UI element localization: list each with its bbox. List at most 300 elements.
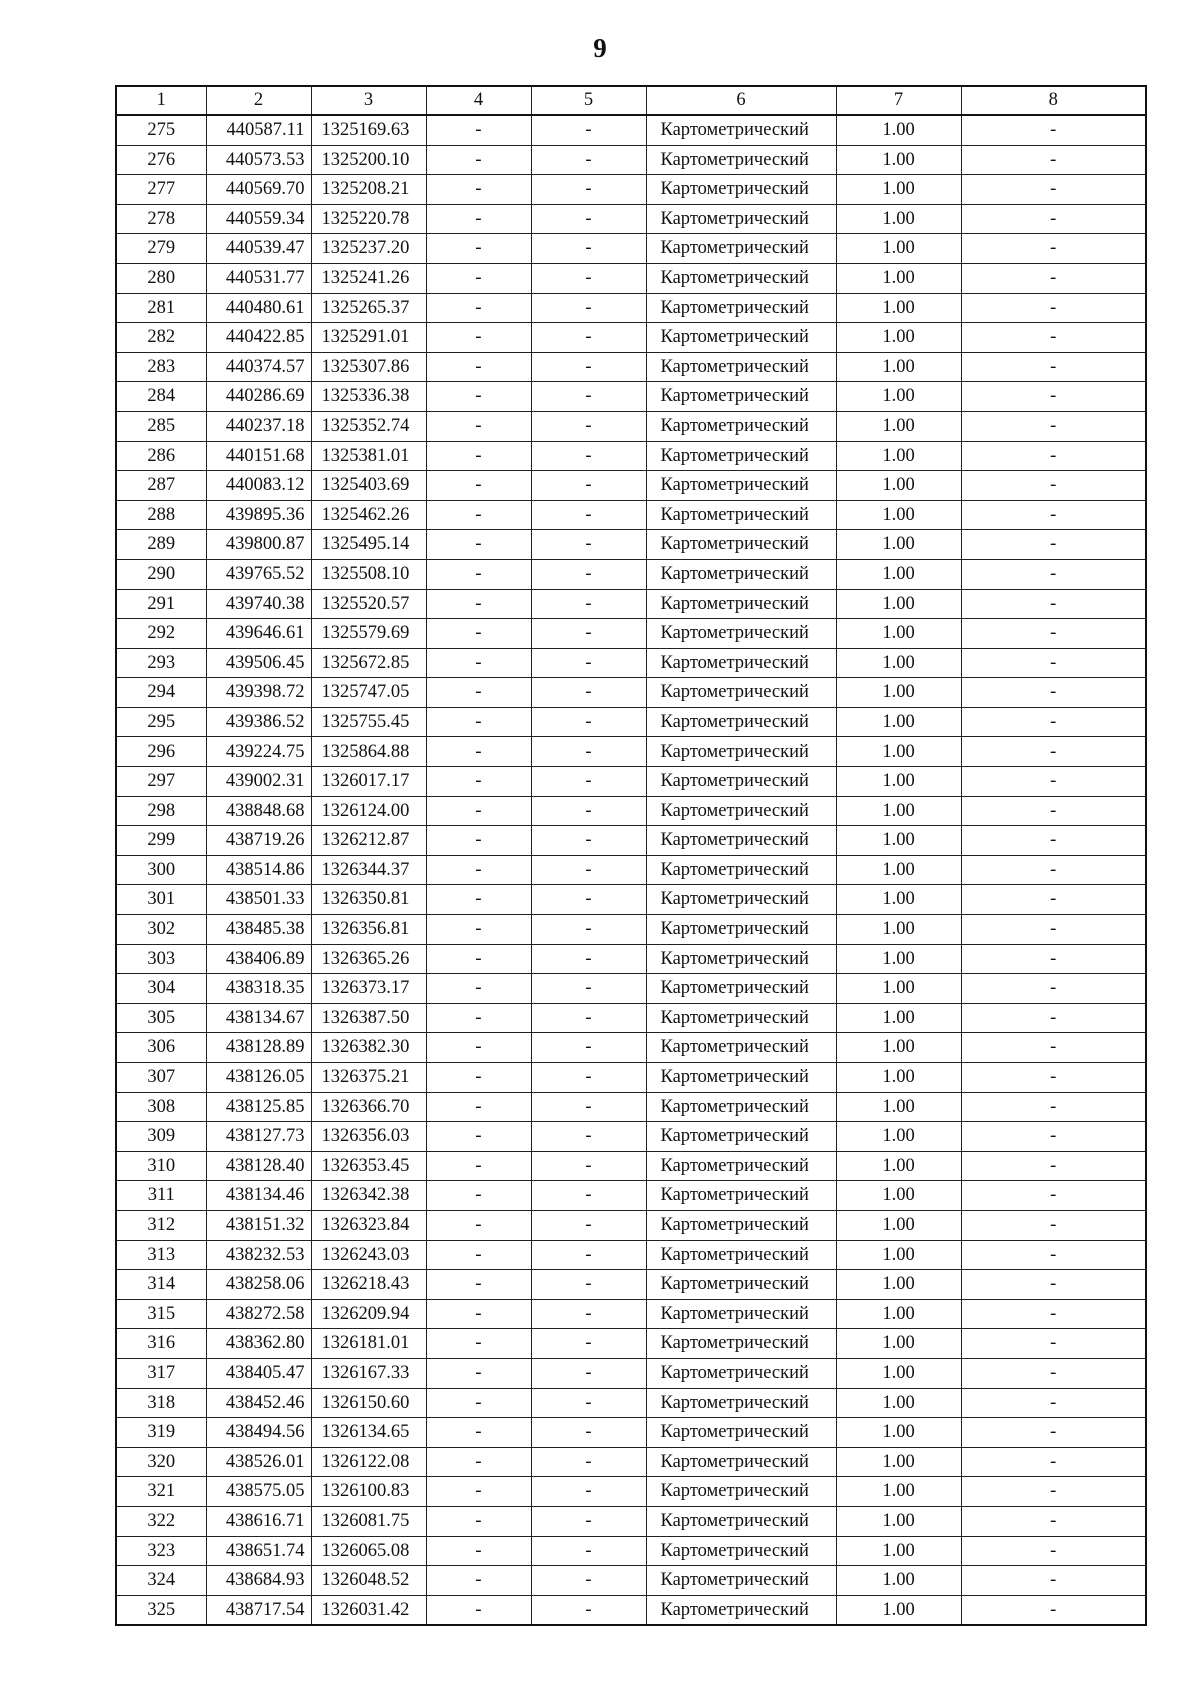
point-number-cell: 283 bbox=[116, 352, 206, 382]
accuracy-cell: 1.00 bbox=[836, 648, 961, 678]
y-coordinate-cell: 1325672.85 bbox=[311, 648, 426, 678]
method-cell: Картометрический bbox=[646, 1092, 836, 1122]
x-coordinate-cell: 439386.52 bbox=[206, 707, 311, 737]
table-row bbox=[116, 263, 1146, 293]
col-4-value-cell: - bbox=[426, 1003, 531, 1033]
x-coordinate-cell: 438514.86 bbox=[206, 855, 311, 885]
point-number-cell: 291 bbox=[116, 589, 206, 619]
col-4-value-cell: - bbox=[426, 1329, 531, 1359]
point-number-cell: 287 bbox=[116, 471, 206, 501]
point-number-cell: 308 bbox=[116, 1092, 206, 1122]
method-cell: Картометрический bbox=[646, 411, 836, 441]
col-5-value-cell: - bbox=[531, 1003, 646, 1033]
col-8-value-cell: - bbox=[961, 293, 1146, 323]
accuracy-cell: 1.00 bbox=[836, 234, 961, 264]
column-header-3: 3 bbox=[311, 86, 426, 115]
y-coordinate-cell: 1325307.86 bbox=[311, 352, 426, 382]
col-5-value-cell: - bbox=[531, 1181, 646, 1211]
col-8-value-cell: - bbox=[961, 944, 1146, 974]
col-5-value-cell: - bbox=[531, 1477, 646, 1507]
col-5-value-cell: - bbox=[531, 1240, 646, 1270]
x-coordinate-cell: 438848.68 bbox=[206, 796, 311, 826]
method-cell: Картометрический bbox=[646, 204, 836, 234]
col-5-value-cell: - bbox=[531, 1358, 646, 1388]
table-row bbox=[116, 1595, 1146, 1625]
method-cell: Картометрический bbox=[646, 1151, 836, 1181]
col-5-value-cell: - bbox=[531, 1063, 646, 1093]
y-coordinate-cell: 1326353.45 bbox=[311, 1151, 426, 1181]
col-8-value-cell: - bbox=[961, 263, 1146, 293]
y-coordinate-cell: 1325265.37 bbox=[311, 293, 426, 323]
method-cell: Картометрический bbox=[646, 471, 836, 501]
x-coordinate-cell: 438575.05 bbox=[206, 1477, 311, 1507]
y-coordinate-cell: 1326344.37 bbox=[311, 855, 426, 885]
accuracy-cell: 1.00 bbox=[836, 1329, 961, 1359]
method-cell: Картометрический bbox=[646, 855, 836, 885]
col-8-value-cell: - bbox=[961, 145, 1146, 175]
col-5-value-cell: - bbox=[531, 915, 646, 945]
y-coordinate-cell: 1325508.10 bbox=[311, 559, 426, 589]
column-header-4: 4 bbox=[426, 86, 531, 115]
y-coordinate-cell: 1325579.69 bbox=[311, 619, 426, 649]
point-number-cell: 293 bbox=[116, 648, 206, 678]
method-cell: Картометрический bbox=[646, 707, 836, 737]
y-coordinate-cell: 1325747.05 bbox=[311, 678, 426, 708]
y-coordinate-cell: 1326323.84 bbox=[311, 1210, 426, 1240]
accuracy-cell: 1.00 bbox=[836, 382, 961, 412]
x-coordinate-cell: 438405.47 bbox=[206, 1358, 311, 1388]
accuracy-cell: 1.00 bbox=[836, 944, 961, 974]
col-8-value-cell: - bbox=[961, 1299, 1146, 1329]
accuracy-cell: 1.00 bbox=[836, 1240, 961, 1270]
point-number-cell: 324 bbox=[116, 1566, 206, 1596]
table-row bbox=[116, 707, 1146, 737]
y-coordinate-cell: 1326081.75 bbox=[311, 1506, 426, 1536]
table-header bbox=[116, 86, 1146, 115]
accuracy-cell: 1.00 bbox=[836, 589, 961, 619]
col-5-value-cell: - bbox=[531, 323, 646, 353]
col-5-value-cell: - bbox=[531, 737, 646, 767]
point-number-cell: 312 bbox=[116, 1210, 206, 1240]
table-row bbox=[116, 1181, 1146, 1211]
col-8-value-cell: - bbox=[961, 1092, 1146, 1122]
x-coordinate-cell: 438526.01 bbox=[206, 1447, 311, 1477]
accuracy-cell: 1.00 bbox=[836, 1122, 961, 1152]
x-coordinate-cell: 439224.75 bbox=[206, 737, 311, 767]
accuracy-cell: 1.00 bbox=[836, 263, 961, 293]
col-8-value-cell: - bbox=[961, 619, 1146, 649]
col-4-value-cell: - bbox=[426, 175, 531, 205]
x-coordinate-cell: 438127.73 bbox=[206, 1122, 311, 1152]
col-4-value-cell: - bbox=[426, 1595, 531, 1625]
col-4-value-cell: - bbox=[426, 648, 531, 678]
y-coordinate-cell: 1326017.17 bbox=[311, 767, 426, 797]
accuracy-cell: 1.00 bbox=[836, 707, 961, 737]
col-8-value-cell: - bbox=[961, 441, 1146, 471]
col-8-value-cell: - bbox=[961, 678, 1146, 708]
accuracy-cell: 1.00 bbox=[836, 1447, 961, 1477]
method-cell: Картометрический bbox=[646, 323, 836, 353]
point-number-cell: 295 bbox=[116, 707, 206, 737]
x-coordinate-cell: 438125.85 bbox=[206, 1092, 311, 1122]
column-header-8: 8 bbox=[961, 86, 1146, 115]
col-4-value-cell: - bbox=[426, 1388, 531, 1418]
y-coordinate-cell: 1326167.33 bbox=[311, 1358, 426, 1388]
point-number-cell: 280 bbox=[116, 263, 206, 293]
table-row bbox=[116, 1063, 1146, 1093]
point-number-cell: 284 bbox=[116, 382, 206, 412]
x-coordinate-cell: 439646.61 bbox=[206, 619, 311, 649]
table-row bbox=[116, 530, 1146, 560]
accuracy-cell: 1.00 bbox=[836, 1566, 961, 1596]
col-8-value-cell: - bbox=[961, 323, 1146, 353]
accuracy-cell: 1.00 bbox=[836, 175, 961, 205]
point-number-cell: 279 bbox=[116, 234, 206, 264]
method-cell: Картометрический bbox=[646, 1388, 836, 1418]
method-cell: Картометрический bbox=[646, 1595, 836, 1625]
accuracy-cell: 1.00 bbox=[836, 530, 961, 560]
col-4-value-cell: - bbox=[426, 678, 531, 708]
accuracy-cell: 1.00 bbox=[836, 737, 961, 767]
accuracy-cell: 1.00 bbox=[836, 559, 961, 589]
method-cell: Картометрический bbox=[646, 1506, 836, 1536]
table-row bbox=[116, 352, 1146, 382]
y-coordinate-cell: 1326373.17 bbox=[311, 974, 426, 1004]
col-5-value-cell: - bbox=[531, 352, 646, 382]
col-4-value-cell: - bbox=[426, 1063, 531, 1093]
x-coordinate-cell: 440237.18 bbox=[206, 411, 311, 441]
col-8-value-cell: - bbox=[961, 1151, 1146, 1181]
accuracy-cell: 1.00 bbox=[836, 1151, 961, 1181]
col-4-value-cell: - bbox=[426, 1536, 531, 1566]
x-coordinate-cell: 438616.71 bbox=[206, 1506, 311, 1536]
x-coordinate-cell: 438134.67 bbox=[206, 1003, 311, 1033]
col-5-value-cell: - bbox=[531, 145, 646, 175]
y-coordinate-cell: 1326150.60 bbox=[311, 1388, 426, 1418]
col-5-value-cell: - bbox=[531, 441, 646, 471]
table-row bbox=[116, 1210, 1146, 1240]
table-row bbox=[116, 1477, 1146, 1507]
table-row bbox=[116, 1566, 1146, 1596]
point-number-cell: 302 bbox=[116, 915, 206, 945]
method-cell: Картометрический bbox=[646, 1299, 836, 1329]
table-row bbox=[116, 1447, 1146, 1477]
col-5-value-cell: - bbox=[531, 1033, 646, 1063]
y-coordinate-cell: 1326375.21 bbox=[311, 1063, 426, 1093]
accuracy-cell: 1.00 bbox=[836, 115, 961, 145]
x-coordinate-cell: 438151.32 bbox=[206, 1210, 311, 1240]
col-4-value-cell: - bbox=[426, 1210, 531, 1240]
table-row bbox=[116, 1418, 1146, 1448]
col-4-value-cell: - bbox=[426, 589, 531, 619]
col-8-value-cell: - bbox=[961, 471, 1146, 501]
col-8-value-cell: - bbox=[961, 1447, 1146, 1477]
col-8-value-cell: - bbox=[961, 1388, 1146, 1418]
accuracy-cell: 1.00 bbox=[836, 974, 961, 1004]
col-4-value-cell: - bbox=[426, 1151, 531, 1181]
x-coordinate-cell: 439800.87 bbox=[206, 530, 311, 560]
method-cell: Картометрический bbox=[646, 737, 836, 767]
col-5-value-cell: - bbox=[531, 1536, 646, 1566]
y-coordinate-cell: 1326342.38 bbox=[311, 1181, 426, 1211]
method-cell: Картометрический bbox=[646, 500, 836, 530]
accuracy-cell: 1.00 bbox=[836, 1181, 961, 1211]
col-8-value-cell: - bbox=[961, 1595, 1146, 1625]
accuracy-cell: 1.00 bbox=[836, 1033, 961, 1063]
accuracy-cell: 1.00 bbox=[836, 855, 961, 885]
col-8-value-cell: - bbox=[961, 1270, 1146, 1300]
col-8-value-cell: - bbox=[961, 530, 1146, 560]
col-8-value-cell: - bbox=[961, 234, 1146, 264]
col-5-value-cell: - bbox=[531, 115, 646, 145]
point-number-cell: 322 bbox=[116, 1506, 206, 1536]
point-number-cell: 310 bbox=[116, 1151, 206, 1181]
accuracy-cell: 1.00 bbox=[836, 1210, 961, 1240]
point-number-cell: 288 bbox=[116, 500, 206, 530]
y-coordinate-cell: 1325864.88 bbox=[311, 737, 426, 767]
x-coordinate-cell: 438128.40 bbox=[206, 1151, 311, 1181]
method-cell: Картометрический bbox=[646, 352, 836, 382]
col-4-value-cell: - bbox=[426, 885, 531, 915]
y-coordinate-cell: 1326387.50 bbox=[311, 1003, 426, 1033]
table-row bbox=[116, 678, 1146, 708]
table-row bbox=[116, 915, 1146, 945]
point-number-cell: 301 bbox=[116, 885, 206, 915]
point-number-cell: 299 bbox=[116, 826, 206, 856]
x-coordinate-cell: 440374.57 bbox=[206, 352, 311, 382]
table-row bbox=[116, 441, 1146, 471]
point-number-cell: 318 bbox=[116, 1388, 206, 1418]
col-4-value-cell: - bbox=[426, 115, 531, 145]
point-number-cell: 278 bbox=[116, 204, 206, 234]
table-row bbox=[116, 1329, 1146, 1359]
accuracy-cell: 1.00 bbox=[836, 1536, 961, 1566]
y-coordinate-cell: 1325169.63 bbox=[311, 115, 426, 145]
y-coordinate-cell: 1326243.03 bbox=[311, 1240, 426, 1270]
table-row bbox=[116, 1033, 1146, 1063]
col-4-value-cell: - bbox=[426, 293, 531, 323]
table-row bbox=[116, 1270, 1146, 1300]
point-number-cell: 323 bbox=[116, 1536, 206, 1566]
table-row bbox=[116, 944, 1146, 974]
col-8-value-cell: - bbox=[961, 1240, 1146, 1270]
table-row bbox=[116, 323, 1146, 353]
y-coordinate-cell: 1326124.00 bbox=[311, 796, 426, 826]
col-8-value-cell: - bbox=[961, 1122, 1146, 1152]
col-5-value-cell: - bbox=[531, 500, 646, 530]
x-coordinate-cell: 440569.70 bbox=[206, 175, 311, 205]
col-5-value-cell: - bbox=[531, 263, 646, 293]
accuracy-cell: 1.00 bbox=[836, 1092, 961, 1122]
y-coordinate-cell: 1326100.83 bbox=[311, 1477, 426, 1507]
point-number-cell: 305 bbox=[116, 1003, 206, 1033]
table-row bbox=[116, 1122, 1146, 1152]
col-8-value-cell: - bbox=[961, 204, 1146, 234]
col-5-value-cell: - bbox=[531, 619, 646, 649]
col-4-value-cell: - bbox=[426, 1299, 531, 1329]
point-number-cell: 325 bbox=[116, 1595, 206, 1625]
accuracy-cell: 1.00 bbox=[836, 1388, 961, 1418]
col-5-value-cell: - bbox=[531, 1566, 646, 1596]
table-row bbox=[116, 204, 1146, 234]
col-8-value-cell: - bbox=[961, 855, 1146, 885]
y-coordinate-cell: 1326382.30 bbox=[311, 1033, 426, 1063]
x-coordinate-cell: 438501.33 bbox=[206, 885, 311, 915]
col-8-value-cell: - bbox=[961, 1033, 1146, 1063]
col-5-value-cell: - bbox=[531, 767, 646, 797]
y-coordinate-cell: 1325520.57 bbox=[311, 589, 426, 619]
col-5-value-cell: - bbox=[531, 974, 646, 1004]
col-8-value-cell: - bbox=[961, 885, 1146, 915]
col-5-value-cell: - bbox=[531, 559, 646, 589]
accuracy-cell: 1.00 bbox=[836, 500, 961, 530]
point-number-cell: 298 bbox=[116, 796, 206, 826]
col-5-value-cell: - bbox=[531, 1595, 646, 1625]
table-row bbox=[116, 471, 1146, 501]
accuracy-cell: 1.00 bbox=[836, 293, 961, 323]
col-4-value-cell: - bbox=[426, 1092, 531, 1122]
col-4-value-cell: - bbox=[426, 1358, 531, 1388]
table-row bbox=[116, 1358, 1146, 1388]
table-row bbox=[116, 885, 1146, 915]
method-cell: Картометрический bbox=[646, 1418, 836, 1448]
method-cell: Картометрический bbox=[646, 1240, 836, 1270]
table-row bbox=[116, 145, 1146, 175]
table-row bbox=[116, 767, 1146, 797]
col-5-value-cell: - bbox=[531, 678, 646, 708]
col-4-value-cell: - bbox=[426, 1270, 531, 1300]
table-row bbox=[116, 589, 1146, 619]
accuracy-cell: 1.00 bbox=[836, 471, 961, 501]
col-8-value-cell: - bbox=[961, 915, 1146, 945]
method-cell: Картометрический bbox=[646, 619, 836, 649]
col-4-value-cell: - bbox=[426, 1477, 531, 1507]
table-row bbox=[116, 1151, 1146, 1181]
method-cell: Картометрический bbox=[646, 559, 836, 589]
method-cell: Картометрический bbox=[646, 1329, 836, 1359]
col-4-value-cell: - bbox=[426, 323, 531, 353]
method-cell: Картометрический bbox=[646, 145, 836, 175]
col-5-value-cell: - bbox=[531, 1506, 646, 1536]
accuracy-cell: 1.00 bbox=[836, 796, 961, 826]
col-4-value-cell: - bbox=[426, 411, 531, 441]
col-8-value-cell: - bbox=[961, 826, 1146, 856]
col-5-value-cell: - bbox=[531, 944, 646, 974]
col-4-value-cell: - bbox=[426, 530, 531, 560]
col-5-value-cell: - bbox=[531, 530, 646, 560]
col-4-value-cell: - bbox=[426, 915, 531, 945]
col-4-value-cell: - bbox=[426, 855, 531, 885]
col-4-value-cell: - bbox=[426, 559, 531, 589]
y-coordinate-cell: 1326356.03 bbox=[311, 1122, 426, 1152]
col-5-value-cell: - bbox=[531, 796, 646, 826]
col-4-value-cell: - bbox=[426, 145, 531, 175]
y-coordinate-cell: 1325462.26 bbox=[311, 500, 426, 530]
x-coordinate-cell: 438406.89 bbox=[206, 944, 311, 974]
col-4-value-cell: - bbox=[426, 737, 531, 767]
table-row bbox=[116, 1240, 1146, 1270]
col-5-value-cell: - bbox=[531, 1299, 646, 1329]
point-number-cell: 281 bbox=[116, 293, 206, 323]
x-coordinate-cell: 438719.26 bbox=[206, 826, 311, 856]
accuracy-cell: 1.00 bbox=[836, 915, 961, 945]
col-5-value-cell: - bbox=[531, 855, 646, 885]
col-4-value-cell: - bbox=[426, 263, 531, 293]
col-4-value-cell: - bbox=[426, 382, 531, 412]
method-cell: Картометрический bbox=[646, 1358, 836, 1388]
table-row bbox=[116, 234, 1146, 264]
method-cell: Картометрический bbox=[646, 1063, 836, 1093]
column-header-5: 5 bbox=[531, 86, 646, 115]
col-5-value-cell: - bbox=[531, 1418, 646, 1448]
y-coordinate-cell: 1326218.43 bbox=[311, 1270, 426, 1300]
col-4-value-cell: - bbox=[426, 471, 531, 501]
coordinates-table bbox=[115, 85, 1147, 1626]
accuracy-cell: 1.00 bbox=[836, 1418, 961, 1448]
method-cell: Картометрический bbox=[646, 1477, 836, 1507]
col-4-value-cell: - bbox=[426, 1566, 531, 1596]
x-coordinate-cell: 439002.31 bbox=[206, 767, 311, 797]
method-cell: Картометрический bbox=[646, 1033, 836, 1063]
accuracy-cell: 1.00 bbox=[836, 767, 961, 797]
y-coordinate-cell: 1325237.20 bbox=[311, 234, 426, 264]
table-row bbox=[116, 648, 1146, 678]
col-5-value-cell: - bbox=[531, 885, 646, 915]
x-coordinate-cell: 438651.74 bbox=[206, 1536, 311, 1566]
x-coordinate-cell: 440531.77 bbox=[206, 263, 311, 293]
accuracy-cell: 1.00 bbox=[836, 1063, 961, 1093]
y-coordinate-cell: 1326356.81 bbox=[311, 915, 426, 945]
accuracy-cell: 1.00 bbox=[836, 204, 961, 234]
col-5-value-cell: - bbox=[531, 293, 646, 323]
col-5-value-cell: - bbox=[531, 1122, 646, 1152]
x-coordinate-cell: 440083.12 bbox=[206, 471, 311, 501]
x-coordinate-cell: 440286.69 bbox=[206, 382, 311, 412]
table-row bbox=[116, 1506, 1146, 1536]
y-coordinate-cell: 1325495.14 bbox=[311, 530, 426, 560]
col-8-value-cell: - bbox=[961, 767, 1146, 797]
y-coordinate-cell: 1325208.21 bbox=[311, 175, 426, 205]
col-5-value-cell: - bbox=[531, 175, 646, 205]
x-coordinate-cell: 439506.45 bbox=[206, 648, 311, 678]
x-coordinate-cell: 438684.93 bbox=[206, 1566, 311, 1596]
method-cell: Картометрический bbox=[646, 826, 836, 856]
y-coordinate-cell: 1326212.87 bbox=[311, 826, 426, 856]
table-row bbox=[116, 1536, 1146, 1566]
point-number-cell: 286 bbox=[116, 441, 206, 471]
y-coordinate-cell: 1325352.74 bbox=[311, 411, 426, 441]
x-coordinate-cell: 440573.53 bbox=[206, 145, 311, 175]
table-row bbox=[116, 619, 1146, 649]
method-cell: Картометрический bbox=[646, 1447, 836, 1477]
col-4-value-cell: - bbox=[426, 1418, 531, 1448]
table-row bbox=[116, 293, 1146, 323]
y-coordinate-cell: 1326048.52 bbox=[311, 1566, 426, 1596]
accuracy-cell: 1.00 bbox=[836, 885, 961, 915]
point-number-cell: 309 bbox=[116, 1122, 206, 1152]
col-5-value-cell: - bbox=[531, 1210, 646, 1240]
col-8-value-cell: - bbox=[961, 1477, 1146, 1507]
x-coordinate-cell: 439398.72 bbox=[206, 678, 311, 708]
method-cell: Картометрический bbox=[646, 1003, 836, 1033]
col-4-value-cell: - bbox=[426, 944, 531, 974]
col-8-value-cell: - bbox=[961, 559, 1146, 589]
col-8-value-cell: - bbox=[961, 382, 1146, 412]
table-row bbox=[116, 855, 1146, 885]
point-number-cell: 314 bbox=[116, 1270, 206, 1300]
col-4-value-cell: - bbox=[426, 352, 531, 382]
col-4-value-cell: - bbox=[426, 796, 531, 826]
